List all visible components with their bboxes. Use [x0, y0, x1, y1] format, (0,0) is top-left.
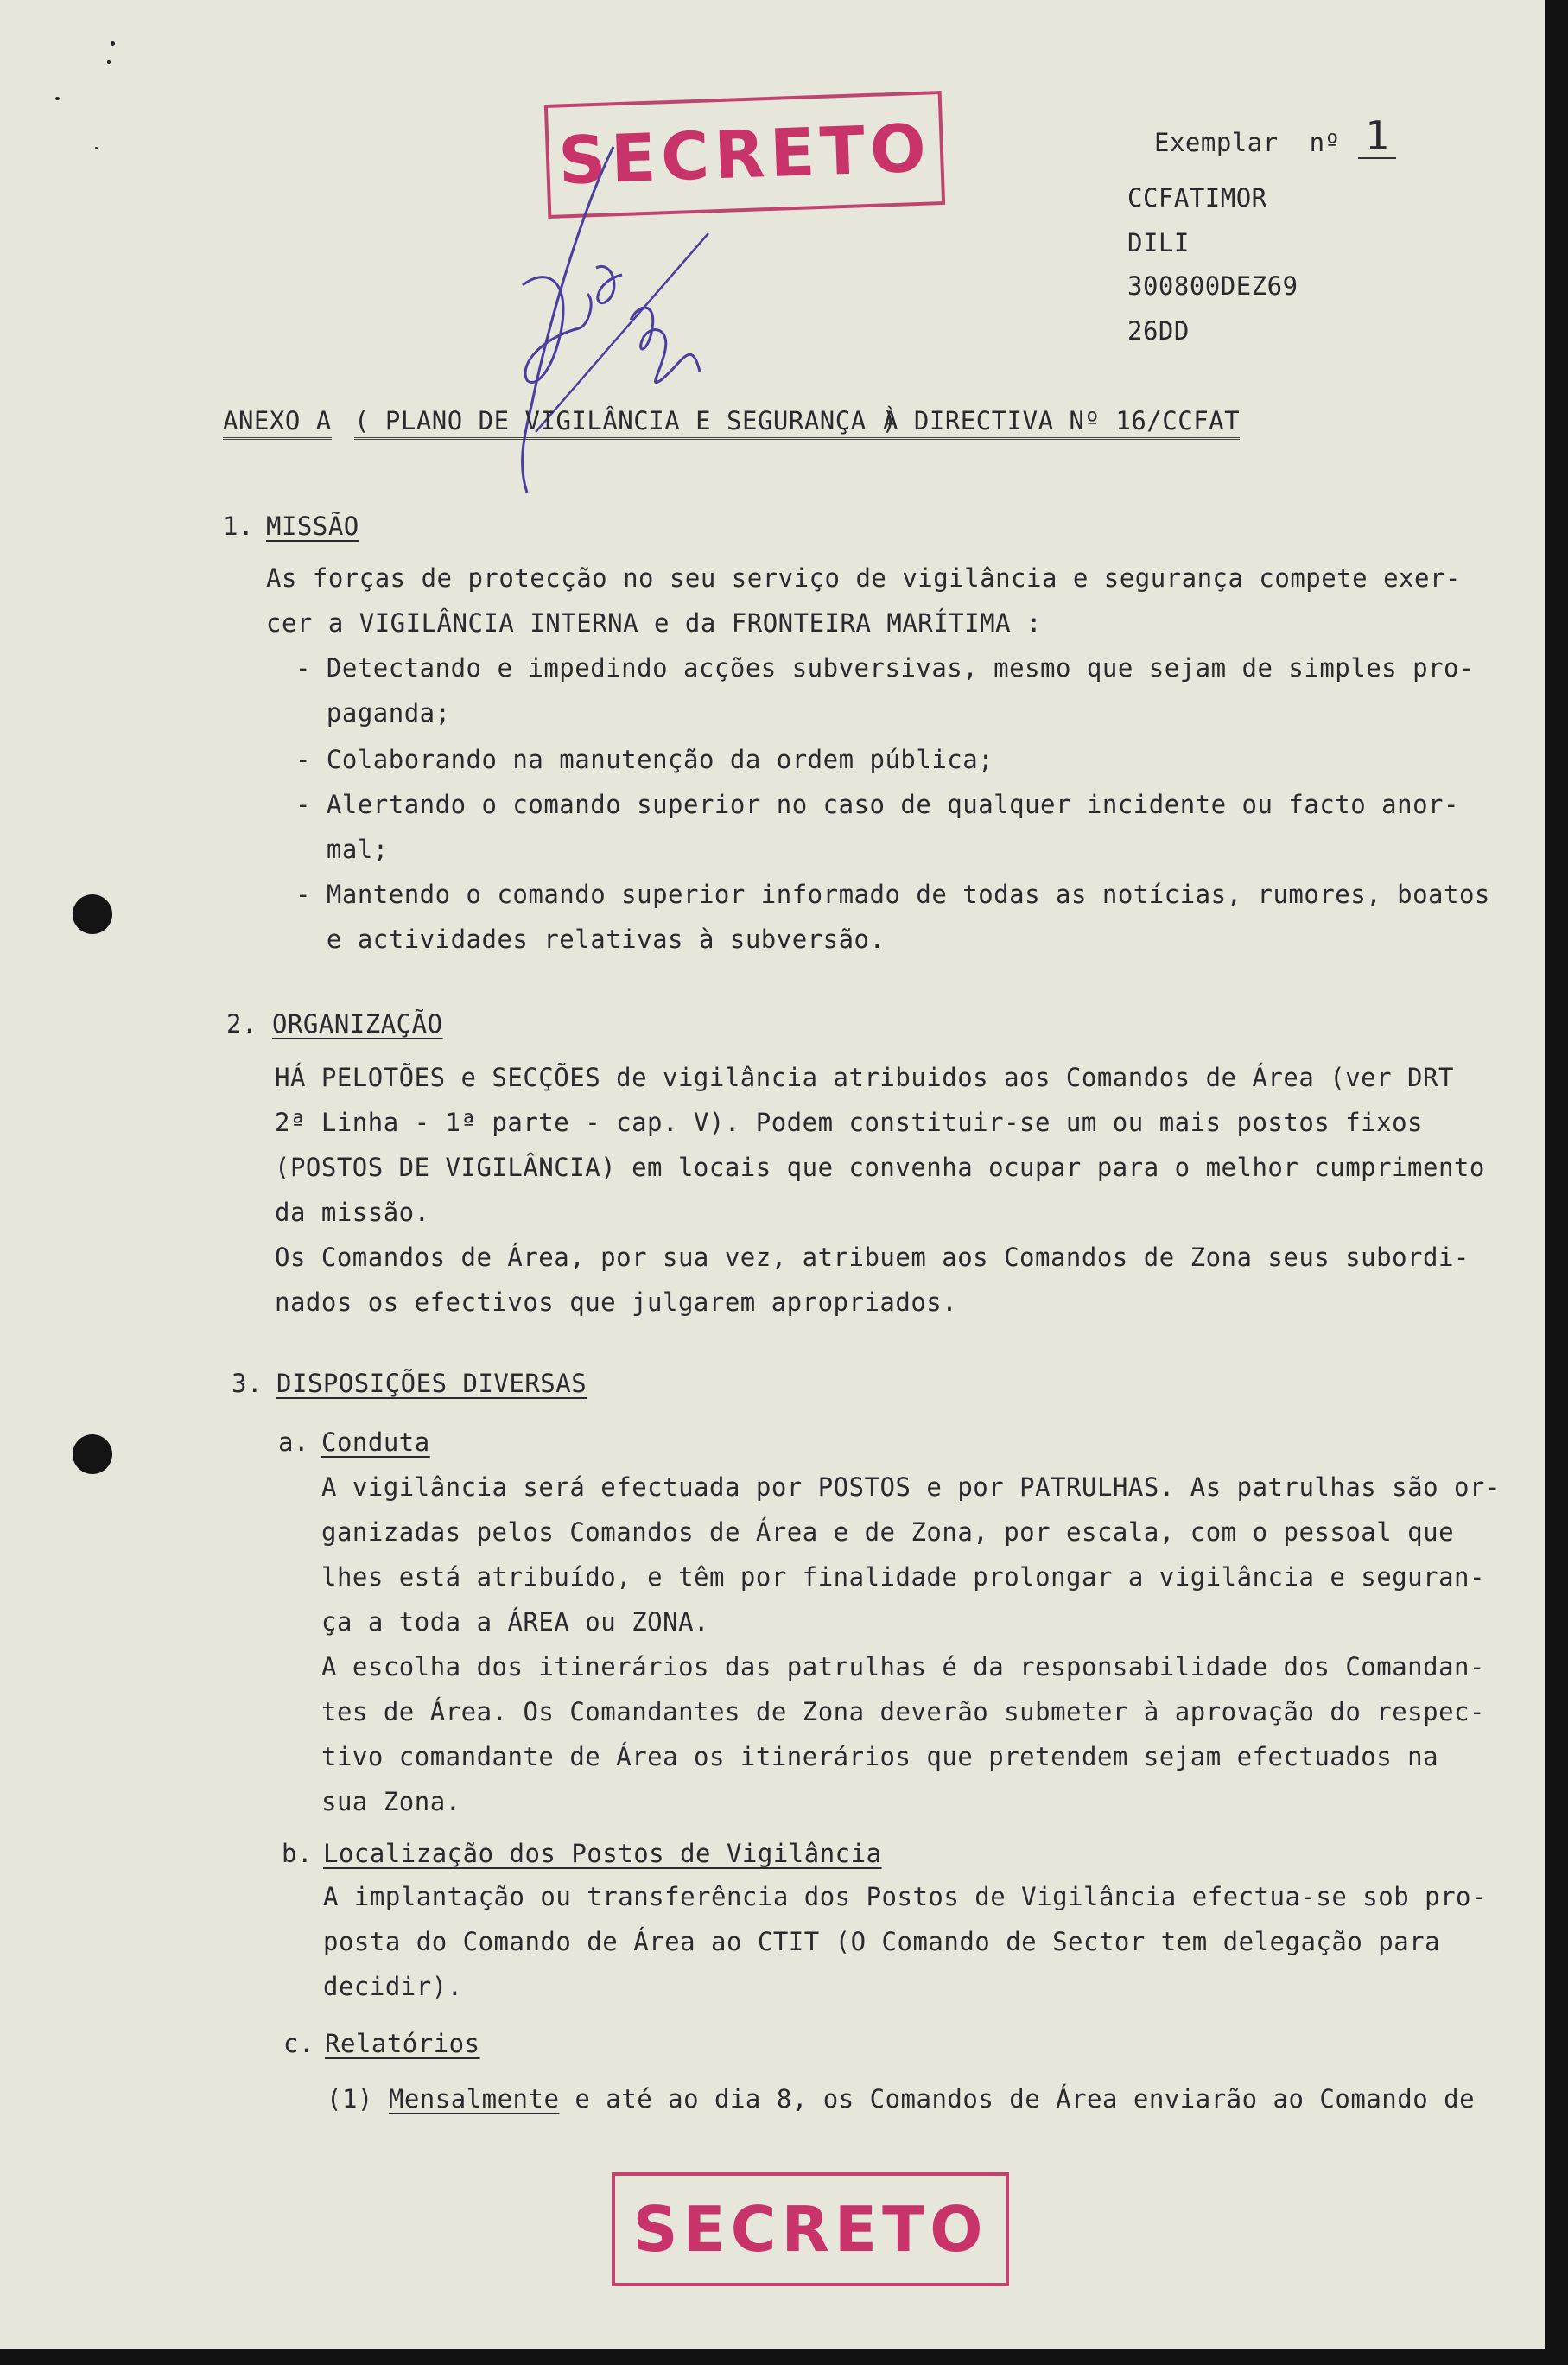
annex-title-directiva: À DIRECTIVA Nº 16/CCFAT — [883, 406, 1240, 440]
conduta-line: lhes está atribuído, e têm por finalidade prolongar a vigilância e seguran- — [321, 1562, 1485, 1592]
relatorios-item-1 — [327, 2084, 1475, 2114]
subsection-c-title: Relatórios — [325, 2029, 480, 2058]
conduta-line: A escolha dos itinerários das patrulhas é da responsabilidade dos Comandan- — [321, 1652, 1485, 1682]
missao-bullet-2: - Colaborando na manutenção da ordem pública; — [295, 745, 994, 774]
subsection-b-title: Localização dos Postos de Vigilância — [323, 1839, 882, 1868]
localizacao-line: A implantação ou transferência dos Postos de Vigilância efectua-se sob pro- — [323, 1882, 1487, 1911]
annex-title-plano: ( PLANO DE VIGILÂNCIA E SEGURANÇA ) — [354, 406, 898, 440]
punch-hole — [73, 1434, 112, 1474]
missao-bullet-1: - Detectando e impedindo acções subversivas, mesmo que sejam de simples pro- — [295, 653, 1475, 683]
relatorios-item-1-text: e até ao dia 8, os Comandos de Área enviarão ao Comando de — [559, 2084, 1476, 2114]
organizacao-line: HÁ PELOTÕES e SECÇÕES de vigilância atribuidos aos Comandos de Área (ver DRT — [275, 1063, 1454, 1092]
conduta-line: ganizadas pelos Comandos de Área e de Zona, por escala, com o pessoal que — [321, 1517, 1455, 1547]
section-2-heading: ORGANIZAÇÃO — [272, 1009, 443, 1039]
missao-bullet-4: - Mantendo o comando superior informado de todas as notícias, rumores, boatos — [295, 880, 1490, 909]
missao-bullet-4-cont: e actividades relativas à subversão. — [295, 925, 886, 954]
handwritten-signature — [484, 130, 743, 510]
subsection-a-letter: a. — [278, 1427, 309, 1457]
paper-speck — [107, 60, 111, 64]
missao-bullet-3-cont: mal; — [295, 835, 389, 864]
header-line-2: DILI — [1127, 228, 1190, 257]
section-3-number: 3. — [232, 1369, 263, 1398]
missao-intro-line: cer a VIGILÂNCIA INTERNA e da FRONTEIRA MARÍTIMA : — [266, 608, 1042, 638]
secret-stamp-bottom: SECRETO — [612, 2172, 1009, 2286]
subsection-b-letter: b. — [282, 1839, 313, 1868]
exemplar-number: 1 — [1358, 114, 1396, 159]
subsection-c-letter: c. — [283, 2029, 314, 2058]
header-line-1: CCFATIMOR — [1127, 183, 1267, 213]
organizacao-line: (POSTOS DE VIGILÂNCIA) em locais que convenha ocupar para o melhor cumprimento — [275, 1153, 1485, 1182]
relatorios-item-1-number: (1) — [327, 2084, 373, 2114]
organizacao-line: da missão. — [275, 1198, 430, 1227]
paper-speck — [55, 97, 60, 100]
subsection-a-title: Conduta — [321, 1427, 430, 1457]
organizacao-line: nados os efectivos que julgarem apropriados. — [275, 1287, 958, 1317]
conduta-line: tivo comandante de Área os itinerários que pretendem sejam efectuados na — [321, 1742, 1439, 1771]
punch-hole — [73, 894, 112, 934]
paper-speck — [95, 147, 98, 149]
missao-intro-line: As forças de protecção no seu serviço de vigilância e segurança compete exer- — [266, 563, 1461, 593]
exemplar-label: Exemplar nº — [1154, 128, 1341, 157]
conduta-line: sua Zona. — [321, 1787, 461, 1816]
localizacao-line: decidir). — [323, 1972, 463, 2001]
organizacao-line: Os Comandos de Área, por sua vez, atribuem aos Comandos de Zona seus subordi- — [275, 1243, 1470, 1272]
annex-title-anexo: ANEXO A — [223, 406, 332, 440]
section-1-number: 1. — [223, 512, 254, 541]
section-1-heading: MISSÃO — [266, 512, 359, 541]
localizacao-line: posta do Comando de Área ao CTIT (O Comando de Sector tem delegação para — [323, 1927, 1441, 1956]
conduta-line: tes de Área. Os Comandantes de Zona deverão submeter à aprovação do respec- — [321, 1697, 1485, 1726]
section-3-heading: DISPOSIÇÕES DIVERSAS — [276, 1369, 587, 1398]
organizacao-line: 2ª Linha - 1ª parte - cap. V). Podem constituir-se um ou mais postos fixos — [275, 1108, 1424, 1137]
secret-stamp-top: SECRETO — [544, 91, 945, 219]
missao-bullet-3: - Alertando o comando superior no caso de qualquer incidente ou facto anor- — [295, 790, 1459, 819]
conduta-line: ça a toda a ÁREA ou ZONA. — [321, 1607, 709, 1637]
header-line-4: 26DD — [1127, 316, 1190, 346]
relatorios-item-1-emphasis: Mensalmente — [388, 2084, 560, 2114]
paper-speck — [111, 41, 115, 46]
missao-bullet-1-cont: paganda; — [295, 698, 451, 728]
section-2-number: 2. — [226, 1009, 257, 1039]
header-line-3: 300800DEZ69 — [1127, 271, 1298, 301]
conduta-line: A vigilância será efectuada por POSTOS e por PATRULHAS. As patrulhas são or- — [321, 1472, 1501, 1502]
